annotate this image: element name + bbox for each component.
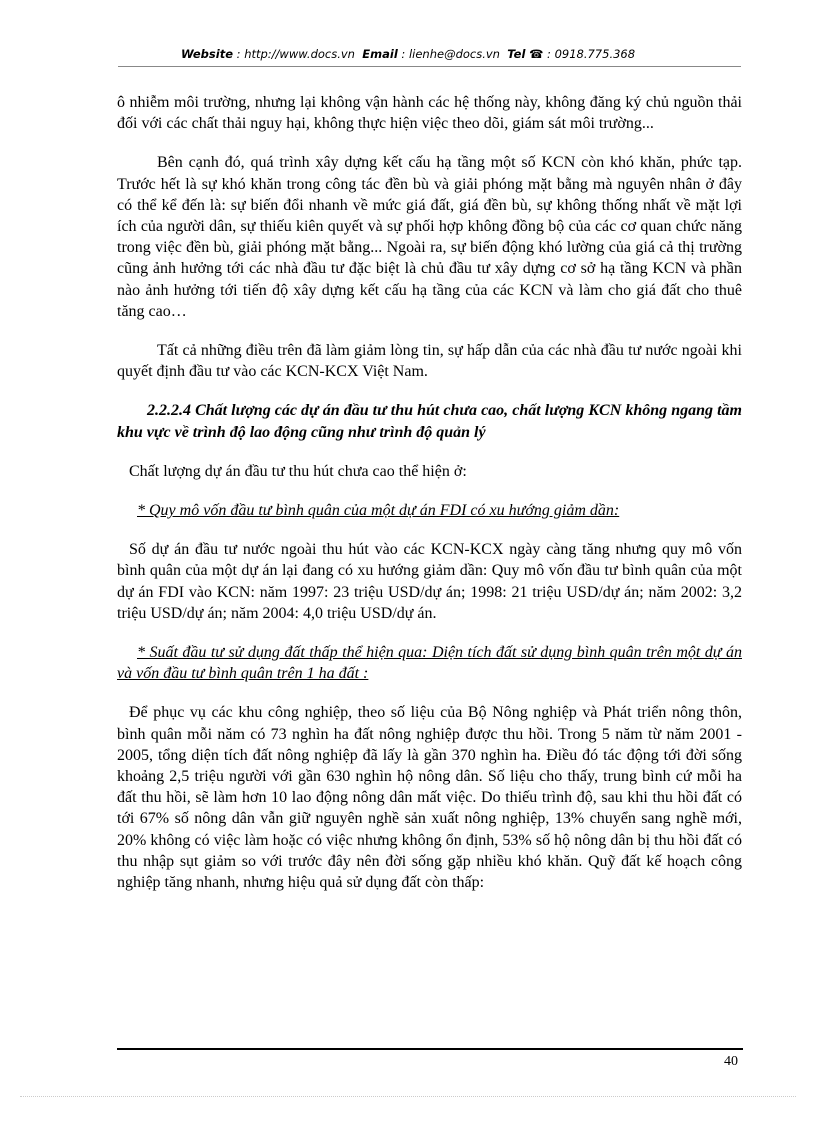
email-value: : lienhe@docs.vn: [401, 47, 500, 61]
paragraph-2: Bên cạnh đó, quá trình xây dựng kết cấu hạ tầng một số KCN còn khó khăn, phức tạp. Trước hết là sự khó khăn trong công tác đền bù và giải phóng mặt bằng mà nguyên nhân ở đây có thể kể đến là: sự biến đổi nhanh về mức giá đất, giá đền bù, sự không thống nhất về mặt lợi ích của người dân, sự thiếu kiên quyết và sự phối hợp không đồng bộ của các cơ quan chức năng trong việc đền bù, giải phóng mặt bằng... Ngoài ra, sự biến động khó lường của giá cả thị trường cũng ảnh hưởng tới các nhà đầu tư đặc biệt là chủ đầu tư xây dựng cơ sở hạ tầng KCN và phần nào ảnh hưởng tới tiến độ xây dựng kết cấu hạ tầng của các KCN và làm cho giá đất cho thuê tăng cao…: [117, 154, 742, 320]
paragraph-4: Chất lượng dự án đầu tư thu hút chưa cao thể hiện ở:: [129, 462, 467, 480]
paragraph-6: Để phục vụ các khu công nghiệp, theo số liệu của Bộ Nông nghiệp và Phát triển nông thôn, bình quân mỗi năm có 73 nghìn ha đất nông nghiệp được thu hồi. Trong 5 năm từ năm 2001 - 2005, tổng diện tích đất nông nghiệp đã lấy là gần 370 nghìn ha. Điều đó tác động tới đời sống khoảng 2,5 triệu người với gần 630 nghìn hộ nông dân. Số liệu cho thấy, trung bình cứ mỗi ha đất thu hồi, sẽ làm hơn 10 lao động nông dân mất việc. Do thiếu trình độ, sau khi thu hồi đất có tới 67% số nông dân vẫn giữ nguyên nghề sản xuất nông nghiệp, 13% chuyển sang nghề mới, 20% không có việc làm hoặc có việc nhưng không ổn định, 53% số hộ nông dân bị thu hồi đất có thu nhập sụt giảm so với trước đây nên đời sống gặp nhiều khó khăn. Quỹ đất kế hoạch công nghiệp tăng nhanh, nhưng hiệu quả sử dụng đất còn thấp:: [117, 704, 742, 892]
page-number: 40: [724, 1054, 738, 1069]
section-heading: 2.2.2.4 Chất lượng các dự án đầu tư thu hút chưa cao, chất lượng KCN không ngang tầm khu vực về trình độ lao động cũng như trình độ quản lý: [117, 402, 742, 441]
paragraph-5: Số dự án đầu tư nước ngoài thu hút vào các KCN-KCX ngày càng tăng nhưng quy mô vốn bình quân của một dự án lại đang có xu hướng giảm dần: Quy mô vốn đầu tư bình quân của một dự án FDI vào KCN: năm 1997: 23 triệu USD/dự án; 1998: 21 triệu USD/dự án; năm 2002: 3,2 triệu USD/dự án; năm 2004: 4,0 triệu USD/dự án.: [117, 541, 742, 622]
website-label: Website: [180, 47, 234, 61]
tel-value: ☎ : 0918.775.368: [529, 47, 636, 61]
footer-divider: [117, 1048, 743, 1050]
subheading-2: * Suất đầu tư sử dụng đất thấp thể hiện qua: Diện tích đất sử dụng bình quân trên một dự án và vốn đầu tư bình quân trên 1 ha đất :: [117, 644, 742, 683]
document-body: [117, 92, 742, 893]
page-bottom-border: [20, 1096, 796, 1097]
tel-label: Tel: [507, 47, 526, 61]
email-label: Email: [362, 47, 398, 61]
paragraph-1: ô nhiễm môi trường, nhưng lại không vận hành các hệ thống này, không đăng ký chủ nguồn thải đối với các chất thải nguy hại, không thực hiện việc theo dõi, giám sát môi trường...: [117, 94, 742, 133]
paragraph-3: Tất cả những điều trên đã làm giảm lòng tin, sự hấp dẫn của các nhà đầu tư nước ngoài khi quyết định đầu tư vào các KCN-KCX Việt Nam.: [117, 342, 742, 381]
page-header: [0, 47, 816, 61]
header-divider: [118, 66, 741, 67]
website-value: : http://www.docs.vn: [236, 47, 355, 61]
subheading-1: * Quy mô vốn đầu tư bình quân của một dự án FDI có xu hướng giảm dần:: [137, 502, 620, 520]
